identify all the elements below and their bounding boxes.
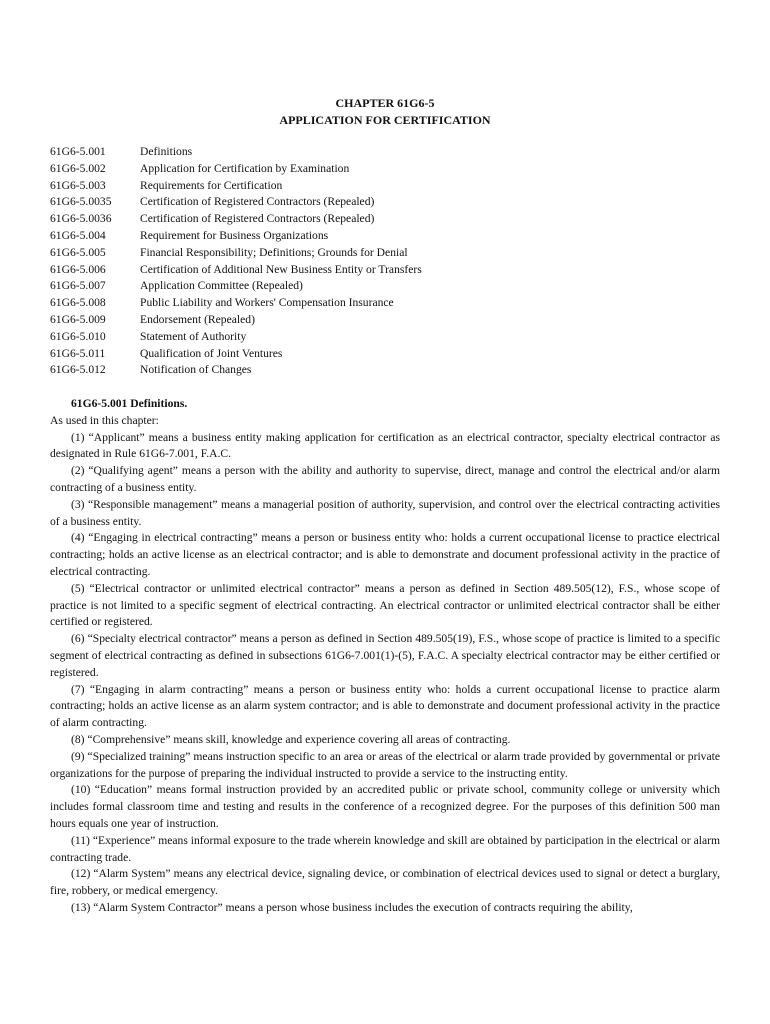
toc-entry [50,362,730,379]
toc-rule-number: 61G6-5.005 [50,245,106,259]
toc-rule-title: Certification of Additional New Business Entity or Transfers [140,262,422,276]
toc-rule-title: Endorsement (Repealed) [140,312,255,326]
toc-rule-title: Requirements for Certification [140,178,283,192]
toc-rule-number: 61G6-5.004 [50,228,106,242]
toc-entry [50,295,730,312]
toc-rule-number: 61G6-5.006 [50,262,106,276]
toc-entry [50,312,730,329]
toc-rule-number: 61G6-5.010 [50,329,106,343]
definition-paragraph: (4) “Engaging in electrical contracting” means a person or business entity who: holds a current occupational license to practice electrical contracting; holds an active license as an electrical contractor; and is able to demonstrate and document professional activity in the practice of electrical contracting. [50,531,720,578]
toc-rule-number: 61G6-5.001 [50,145,106,158]
section-heading: 61G6-5.001 Definitions. [71,397,188,410]
definition-paragraph: (13) “Alarm System Contractor” means a person whose business includes the execution of contracts requiring the ability, [71,900,633,914]
definition-paragraph: (12) “Alarm System” means any electrical device, signaling device, or combination of electrical devices used to signal or detect a burglary, fire, robbery, or medical emergency. [50,867,720,898]
toc-entry [50,262,730,279]
toc-rule-title: Statement of Authority [140,329,247,343]
chapter-number: CHAPTER 61G6-5 [335,96,435,110]
definition-paragraph: (8) “Comprehensive” means skill, knowledge and experience covering all areas of contracting. [71,732,511,746]
toc-rule-number: 61G6-5.008 [50,296,106,310]
toc-rule-title: Qualification of Joint Ventures [140,346,283,360]
toc-entry [50,211,730,228]
toc-rule-title: Notification of Changes [140,363,252,377]
toc-rule-title: Public Liability and Workers' Compensation Insurance [140,296,394,310]
toc-rule-number: 61G6-5.0036 [50,212,112,226]
toc-entry [50,329,730,346]
toc-entry [50,228,730,245]
toc-rule-number: 61G6-5.007 [50,279,106,293]
chapter-title: APPLICATION FOR CERTIFICATION [279,113,491,127]
definition-paragraph: (5) “Electrical contractor or unlimited electrical contractor” means a person as defined in Section 489.505(12), F.S., whose scope of practice is not limited to a specific segment of electrical contracting. An electrical contractor or unlimited electrical contractor shall be either certified or registered. [50,581,720,629]
definition-paragraph: (3) “Responsible management” means a managerial position of authority, supervision, and control over the electrical contracting activities of a business entity. [50,497,720,528]
toc-entry [50,278,730,295]
toc-entry [50,346,730,363]
definition-paragraph: (7) “Engaging in alarm contracting” means a person or business entity who: holds a current occupational license to practice alarm contracting; holds an active license as an alarm system contractor; and is able to demonstrate and document professional activity in the practice of alarm contracting. [50,682,720,730]
toc-entry [50,178,730,195]
toc-entry [50,144,730,161]
toc-rule-title: Requirement for Business Organizations [140,228,329,242]
toc-entry [50,245,730,262]
toc-rule-title: Financial Responsibility; Definitions; Grounds for Denial [140,245,408,259]
definitions-list [50,430,720,917]
toc-rule-title: Definitions [140,145,193,158]
toc-rule-number: 61G6-5.012 [50,363,106,377]
definition-paragraph: (6) “Specialty electrical contractor” means a person as defined in Section 489.505(19), F.S., whose scope of practice is limited to a specific segment of electrical contracting as defined in subsections 61G6-7.001(1)-(5), F.A.C. A specialty electrical contractor may be either certified or registered. [50,632,720,679]
toc-rule-title: Application for Certification by Examination [140,161,350,175]
table-of-contents [50,144,730,379]
toc-rule-title: Certification of Registered Contractors (Repealed) [140,212,375,226]
toc-entry [50,194,730,211]
definition-paragraph: (11) “Experience” means informal exposure to the trade wherein knowledge and skill are obtained by participation in the electrical or alarm contracting trade. [50,833,720,864]
definition-paragraph: (9) “Specialized training” means instruction specific to an area or areas of the electrical or alarm trade provided by governmental or private organizations for the purpose of preparing the individual instructed to provide a service to the instructing entity. [50,749,720,780]
chapter-header [0,95,770,129]
definition-paragraph: (2) “Qualifying agent” means a person with the ability and authority to supervise, direct, manage and control the electrical and/or alarm contracting of a business entity. [50,464,720,494]
definition-paragraph: (1) “Applicant” means a business entity making application for certification as an electrical contractor, specialty electrical contractor as designated in Rule 61G6-7.001, F.A.C. [50,430,720,461]
toc-rule-title: Application Committee (Repealed) [140,279,303,293]
toc-rule-number: 61G6-5.003 [50,178,106,192]
definitions-section [50,396,720,917]
toc-rule-number: 61G6-5.011 [50,346,106,360]
section-intro: As used in this chapter: [50,413,159,427]
toc-rule-title: Certification of Registered Contractors (Repealed) [140,195,375,209]
definition-paragraph: (10) “Education” means formal instruction provided by an accredited public or private school, community college or university which includes formal classroom time and testing and results in the conference of a recognized degree. For the purposes of this definition 500 man hours equals one year of instruction. [50,783,720,830]
toc-rule-number: 61G6-5.009 [50,312,106,326]
toc-rule-number: 61G6-5.002 [50,161,106,175]
toc-entry [50,161,730,178]
toc-rule-number: 61G6-5.0035 [50,195,112,209]
